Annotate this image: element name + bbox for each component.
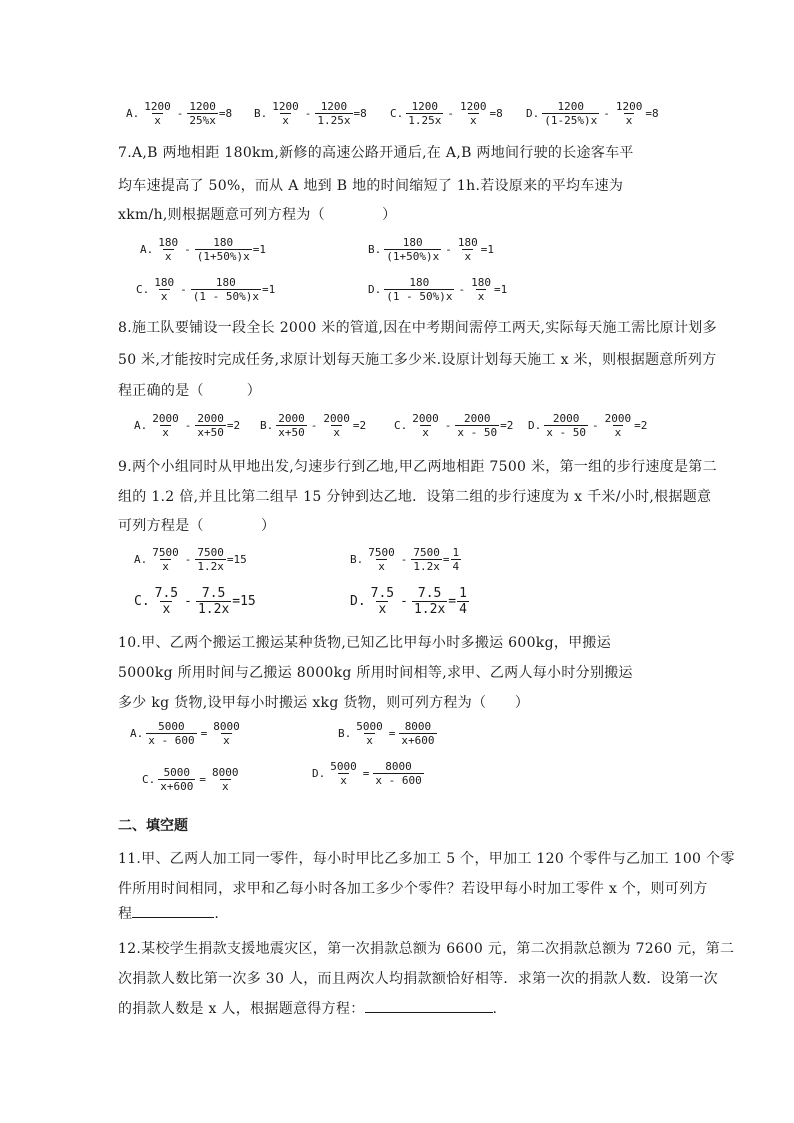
right-hand-side: =15	[232, 594, 256, 609]
right-fraction	[373, 760, 423, 787]
option-d	[350, 586, 470, 617]
denominator: 4	[459, 602, 467, 617]
denominator: x	[164, 250, 172, 263]
numerator: 7.5	[417, 586, 442, 601]
option-label: B.	[260, 419, 274, 432]
denominator: x	[464, 250, 472, 263]
option-b	[338, 720, 438, 747]
right-hand-side: =8	[353, 107, 367, 120]
denominator: 4	[452, 560, 460, 573]
right-hand-side: =1	[493, 283, 508, 296]
left-fraction	[328, 760, 359, 787]
operator: -	[592, 419, 599, 432]
option-a	[134, 412, 240, 439]
numerator: 8000	[212, 766, 239, 779]
numerator: 2000	[412, 412, 439, 425]
denominator: x	[162, 602, 171, 617]
rhs-fraction	[451, 546, 462, 573]
numerator: 2000	[197, 412, 224, 425]
right-fraction	[210, 766, 241, 793]
right-fraction	[187, 100, 218, 127]
numerator: 1200	[320, 100, 348, 113]
option-label: D.	[368, 283, 382, 296]
numerator: 180	[154, 276, 175, 289]
option-b	[260, 412, 366, 439]
q10-line-2: 5000kg 所用时间与乙搬运 8000kg 所用时间相等,求甲、乙两人每小时分别搬运	[118, 665, 633, 681]
rhs-fraction	[457, 586, 469, 617]
q12-line-2: 次捐款人数比第一次多 30 人，而且两次人均捐款额恰好相等．求第一次的捐款人数．设第一次	[118, 971, 718, 987]
denominator: (1 - 50%)x	[192, 290, 259, 303]
operator: -	[310, 419, 318, 432]
right-fraction	[412, 586, 447, 617]
numerator: 180	[457, 236, 478, 249]
numerator: 5000	[330, 760, 357, 773]
option-label: B.	[254, 107, 268, 120]
q11-line-3-text: 程	[118, 906, 133, 922]
operator: -	[400, 553, 408, 566]
option-label: A.	[126, 107, 140, 120]
q11-line-3	[118, 903, 219, 924]
option-label: A.	[134, 553, 148, 566]
denominator: 1.25x	[408, 114, 442, 127]
right-hand-side: =2	[226, 419, 241, 432]
option-a	[140, 236, 266, 263]
option-label: D.	[528, 419, 542, 432]
right-fraction	[195, 546, 226, 573]
option-label: D.	[350, 594, 366, 609]
option-a	[134, 546, 247, 573]
operator: =	[199, 773, 206, 786]
operator: -	[304, 107, 312, 120]
option-label: C.	[142, 773, 156, 786]
numerator: 7500	[413, 546, 440, 559]
right-fraction	[456, 236, 480, 263]
numerator: 1200	[272, 100, 299, 113]
right-fraction	[195, 236, 252, 263]
denominator: x	[378, 560, 385, 573]
option-label: C.	[390, 107, 404, 120]
denominator: x	[223, 734, 230, 747]
operator: -	[184, 419, 192, 432]
option-label: D.	[526, 107, 540, 120]
left-fraction	[142, 100, 173, 127]
operator: -	[184, 594, 192, 609]
option-label: B.	[368, 243, 382, 256]
right-fraction	[399, 720, 436, 747]
q12-line-3	[118, 998, 497, 1019]
denominator: (1+50%)x	[386, 250, 440, 263]
left-fraction	[406, 100, 443, 127]
numerator: 180	[213, 236, 234, 249]
right-hand-side: =8	[489, 107, 503, 120]
denominator: x - 600	[375, 774, 422, 787]
denominator: x	[625, 114, 633, 127]
numerator: 5000	[356, 720, 383, 733]
denominator: x+600	[160, 780, 194, 793]
numerator: 7.5	[154, 586, 179, 601]
denominator: 1.2x	[197, 560, 224, 573]
operator: -	[180, 283, 187, 296]
denominator: (1 - 50%)x	[386, 290, 453, 303]
numerator: 180	[409, 276, 430, 289]
right-hand-side: =15	[226, 553, 247, 566]
q11-line-1: 11.甲、乙两人加工同一零件，每小时甲比乙多加工 5 个，甲加工 120 个零件与乙加工 100 个零	[118, 851, 735, 867]
option-a	[126, 100, 232, 127]
operator: =	[362, 767, 370, 780]
right-fraction	[315, 100, 352, 127]
numerator: 2000	[152, 412, 179, 425]
option-label: A.	[134, 419, 148, 432]
right-fraction	[195, 412, 226, 439]
option-label: B.	[350, 553, 364, 566]
q10-line-1: 10.甲、乙两个搬运工搬运某种货物,已知乙比甲每小时多搬运 600kg，甲搬运	[118, 635, 612, 651]
denominator: x	[378, 602, 387, 617]
denominator: x - 50	[546, 426, 586, 439]
numerator: 1200	[615, 100, 643, 113]
right-hand-side: =2	[500, 419, 514, 432]
left-fraction	[410, 412, 441, 439]
q9-line-3: 可列方程是（ ）	[118, 518, 276, 534]
right-fraction	[458, 100, 489, 127]
denominator: 25%x	[189, 114, 216, 127]
option-label: A.	[140, 243, 154, 256]
option-d	[528, 412, 647, 439]
option-c	[142, 766, 242, 793]
operator: -	[458, 283, 466, 296]
denominator: x	[469, 114, 477, 127]
numerator: 1200	[460, 100, 487, 113]
right-fraction	[614, 100, 645, 127]
denominator: x	[221, 780, 229, 793]
numerator: 7.5	[370, 586, 395, 601]
numerator: 7500	[152, 546, 179, 559]
q7-line-1: 7.A,B 两地相距 180km,新修的高速公路开通后,在 A,B 两地间行驶的长途客车平	[118, 145, 634, 161]
numerator: 8000	[213, 720, 240, 733]
left-fraction	[150, 412, 181, 439]
q12-end-mark: .	[492, 1001, 498, 1017]
denominator: x+600	[401, 734, 435, 747]
numerator: 180	[215, 276, 236, 289]
q9-line-1: 9.两个小组同时从甲地出发,匀速步行到乙地,甲乙两地相距 7500 米，第一组的步行速度是第二	[118, 459, 717, 475]
option-label: C.	[136, 283, 150, 296]
operator: -	[184, 553, 192, 566]
q8-line-2: 50 米,才能按时完成任务,求原计划每天施工多少米.设原计划每天施工 x 米，则根据题意所列方	[118, 352, 717, 368]
numerator: 1200	[144, 100, 171, 113]
option-c	[134, 586, 256, 617]
numerator: 8000	[404, 720, 432, 733]
denominator: x	[162, 560, 169, 573]
left-fraction	[542, 100, 599, 127]
denominator: x	[614, 426, 622, 439]
option-a	[130, 720, 243, 747]
denominator: x	[333, 426, 340, 439]
numerator: 180	[471, 276, 491, 289]
denominator: x	[162, 426, 169, 439]
numerator: 1200	[411, 100, 439, 113]
q12-line-3-text: 的捐款人数是 x 人，根据题意得方程：	[118, 1001, 365, 1017]
denominator: x+50	[278, 426, 305, 439]
left-fraction	[544, 412, 588, 439]
operator: -	[176, 107, 184, 120]
q9-line-2: 组的 1.2 倍,并且比第二组早 15 分钟到达乙地．设第二组的步行速度为 x 千米/小时,根据题意	[118, 489, 712, 505]
numerator: 2000	[278, 412, 305, 425]
numerator: 1200	[189, 100, 216, 113]
right-fraction	[455, 412, 499, 439]
left-fraction	[384, 236, 441, 263]
option-b	[350, 546, 462, 573]
left-fraction	[276, 412, 307, 439]
numerator: 1200	[557, 100, 584, 113]
operator: -	[184, 243, 191, 256]
denominator: x	[282, 114, 289, 127]
operator: -	[400, 594, 408, 609]
denominator: x - 50	[457, 426, 498, 439]
left-fraction	[366, 546, 397, 573]
denominator: x+50	[197, 426, 224, 439]
option-label: A.	[130, 727, 144, 740]
left-fraction	[152, 276, 176, 303]
denominator: x	[477, 290, 485, 303]
denominator: 1.2x	[413, 602, 446, 617]
denominator: (1+50%)x	[196, 250, 250, 263]
option-label: B.	[338, 727, 352, 740]
operator: =	[200, 727, 208, 740]
right-hand-side: =2	[634, 419, 648, 432]
q12-line-1: 12.某校学生捐款支援地震灾区，第一次捐款总额为 6600 元，第二次捐款总额为 7260 元，第二	[118, 941, 735, 957]
right-hand-side: =	[442, 553, 450, 566]
numerator: 7500	[197, 546, 224, 559]
left-fraction	[354, 720, 385, 747]
option-b	[254, 100, 367, 127]
numerator: 7.5	[201, 586, 226, 601]
denominator: 1.25x	[317, 114, 351, 127]
denominator: 1.2x	[413, 560, 440, 573]
right-fraction	[469, 276, 493, 303]
operator: -	[444, 419, 452, 432]
numerator: 180	[158, 236, 179, 249]
denominator: x	[154, 114, 161, 127]
right-fraction	[196, 586, 231, 617]
left-fraction	[153, 586, 180, 617]
left-fraction	[156, 236, 180, 263]
option-label: D.	[312, 767, 326, 780]
denominator: x - 600	[148, 734, 195, 747]
numerator: 5000	[163, 766, 191, 779]
right-hand-side: =8	[218, 107, 233, 120]
right-hand-side: =	[448, 594, 457, 609]
numerator: 5000	[158, 720, 185, 733]
option-c	[394, 412, 513, 439]
numerator: 1	[452, 546, 460, 559]
operator: -	[603, 107, 610, 120]
operator: -	[447, 107, 454, 120]
option-c	[136, 276, 275, 303]
q12-answer-blank[interactable]	[365, 998, 493, 1013]
denominator: x	[366, 734, 373, 747]
q11-end-mark: .	[214, 906, 220, 922]
denominator: x	[422, 426, 429, 439]
numerator: 7500	[368, 546, 395, 559]
left-fraction	[150, 546, 181, 573]
right-hand-side: =1	[261, 283, 276, 296]
left-fraction	[146, 720, 196, 747]
q8-line-1: 8.施工队要铺设一段全长 2000 米的管道,因在中考期间需停工两天,实际每天施工需比原计划多	[118, 320, 717, 336]
numerator: 8000	[385, 760, 412, 773]
numerator: 180	[402, 236, 423, 249]
right-fraction	[411, 546, 442, 573]
q11-line-2: 件所用时间相同，求甲和乙每小时各加工多少个零件？若设甲每小时加工零件 x 个，则可列方	[118, 881, 708, 897]
right-hand-side: =1	[480, 243, 494, 256]
q8-line-3: 程正确的是（ ）	[118, 383, 261, 399]
numerator: 2000	[552, 412, 580, 425]
left-fraction	[384, 276, 454, 303]
q7-line-2: 均车速提高了 50%，而从 A 地到 B 地的时间缩短了 1h.若设原来的平均车速为	[118, 178, 624, 194]
right-hand-side: =8	[645, 107, 659, 120]
q10-line-3: 多少 kg 货物,设甲每小时搬运 xkg 货物，则可列方程为（ ）	[118, 695, 530, 711]
left-fraction	[158, 766, 195, 793]
numerator: 2000	[323, 412, 350, 425]
denominator: (1-25%)x	[544, 114, 598, 127]
option-d	[312, 760, 425, 787]
right-fraction	[321, 412, 352, 439]
q7-line-3: xkm/h,则根据题意可列方程为（ ）	[118, 207, 397, 223]
option-label: C.	[394, 419, 408, 432]
right-fraction	[603, 412, 634, 439]
right-hand-side: =1	[252, 243, 266, 256]
denominator: x	[340, 774, 347, 787]
operator: -	[445, 243, 452, 256]
right-fraction	[211, 720, 242, 747]
numerator: 1	[459, 586, 467, 601]
section-fill-in-title: 二、填空题	[118, 818, 188, 834]
right-fraction	[191, 276, 261, 303]
left-fraction	[270, 100, 301, 127]
operator: =	[388, 727, 396, 740]
option-label: C.	[134, 594, 150, 609]
option-b	[368, 236, 494, 263]
option-d	[526, 100, 659, 127]
denominator: 1.2x	[197, 602, 230, 617]
numerator: 2000	[464, 412, 491, 425]
right-hand-side: =2	[352, 419, 367, 432]
left-fraction	[369, 586, 396, 617]
q11-answer-blank[interactable]	[132, 903, 214, 918]
denominator: x	[160, 290, 168, 303]
numerator: 2000	[604, 412, 632, 425]
option-d	[368, 276, 507, 303]
option-c	[390, 100, 503, 127]
